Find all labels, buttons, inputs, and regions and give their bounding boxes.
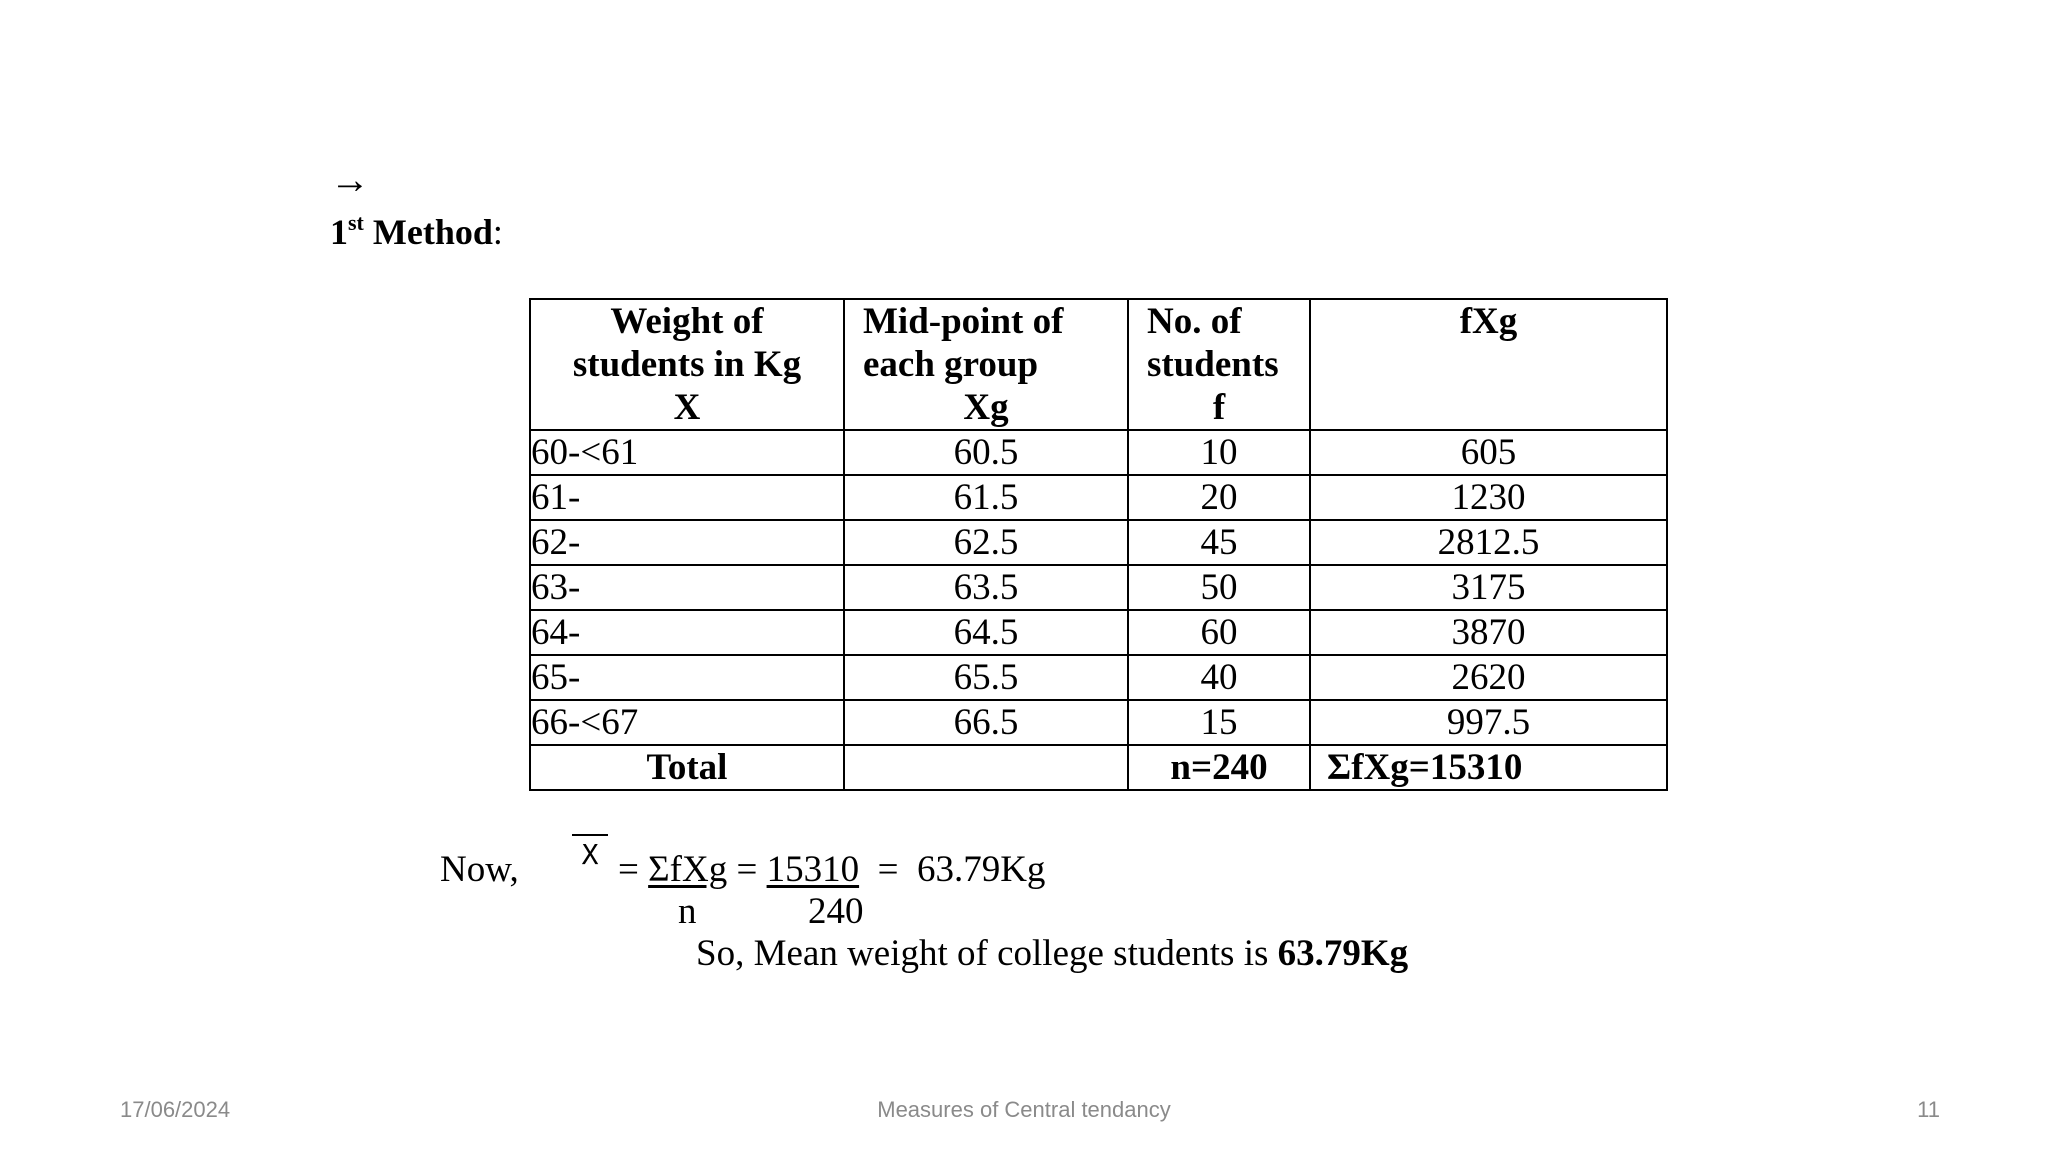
header-fxg: fXg (1310, 299, 1667, 430)
cell-fxg: 3175 (1310, 565, 1667, 610)
cell-weight: 61- (530, 475, 844, 520)
cell-frequency: 40 (1128, 655, 1310, 700)
conclusion-text (696, 932, 1408, 975)
cell-weight: 65- (530, 655, 844, 700)
conclusion-sentence: So, Mean weight of college students is (696, 933, 1278, 974)
cell-midpoint: 64.5 (844, 610, 1128, 655)
cell-weight: 66-<67 (530, 700, 844, 745)
method-colon: : (492, 212, 503, 252)
method-label: Method (372, 212, 493, 252)
cell-weight: 60-<61 (530, 430, 844, 475)
table-row (530, 520, 1667, 565)
table-total-row (530, 745, 1667, 790)
cell-frequency: 45 (1128, 520, 1310, 565)
header-weight: Weight of students in Kg X (530, 299, 844, 430)
formula-result: 63.79Kg (916, 849, 1046, 890)
formula-equals-3: = (877, 849, 899, 890)
cell-frequency: 20 (1128, 475, 1310, 520)
cell-weight: 64- (530, 610, 844, 655)
cell-fxg: 2620 (1310, 655, 1667, 700)
footer-title: Measures of Central tendancy (877, 1097, 1171, 1122)
x-bar-symbol: X (572, 838, 608, 874)
formula-value-numerator: 15310 (766, 849, 860, 890)
cell-frequency: 60 (1128, 610, 1310, 655)
formula-equals-2: = (736, 849, 758, 890)
cell-frequency: 50 (1128, 565, 1310, 610)
method-heading (330, 210, 503, 254)
cell-fxg: 3870 (1310, 610, 1667, 655)
now-label: Now, (440, 849, 519, 890)
method-superscript: st (348, 210, 364, 235)
frequency-table (529, 298, 1668, 791)
table-row (530, 565, 1667, 610)
table-row (530, 700, 1667, 745)
cell-midpoint: 65.5 (844, 655, 1128, 700)
cell-fxg: 1230 (1310, 475, 1667, 520)
table-row (530, 655, 1667, 700)
method-number: 1 (330, 212, 348, 252)
total-midpoint-empty (844, 745, 1128, 790)
table-header-row (530, 299, 1667, 430)
mean-formula (618, 848, 1045, 891)
total-frequency: n=240 (1128, 745, 1310, 790)
cell-fxg: 2812.5 (1310, 520, 1667, 565)
cell-midpoint: 62.5 (844, 520, 1128, 565)
table-row (530, 610, 1667, 655)
footer-page-number: 11 (1917, 1097, 1940, 1122)
cell-midpoint: 63.5 (844, 565, 1128, 610)
formula-denominator-n: n (678, 891, 697, 932)
header-students: No. of students f (1128, 299, 1310, 430)
table-row (530, 475, 1667, 520)
cell-frequency: 15 (1128, 700, 1310, 745)
formula-denominator-value: 240 (808, 891, 864, 932)
total-fxg: ΣfXg=15310 (1310, 745, 1667, 790)
formula-equals-1: = (618, 849, 639, 890)
formula-numerator: ΣfXg (648, 849, 728, 890)
cell-weight: 62- (530, 520, 844, 565)
cell-fxg: 997.5 (1310, 700, 1667, 745)
cell-frequency: 10 (1128, 430, 1310, 475)
arrow-symbol: → (330, 157, 370, 202)
cell-midpoint: 66.5 (844, 700, 1128, 745)
table-row (530, 430, 1667, 475)
conclusion-value: 63.79Kg (1277, 933, 1409, 974)
footer-date: 17/06/2024 (120, 1097, 231, 1122)
cell-midpoint: 61.5 (844, 475, 1128, 520)
cell-weight: 63- (530, 565, 844, 610)
total-label: Total (530, 745, 844, 790)
cell-fxg: 605 (1310, 430, 1667, 475)
header-midpoint: Mid-point of each group Xg (844, 299, 1128, 430)
cell-midpoint: 60.5 (844, 430, 1128, 475)
